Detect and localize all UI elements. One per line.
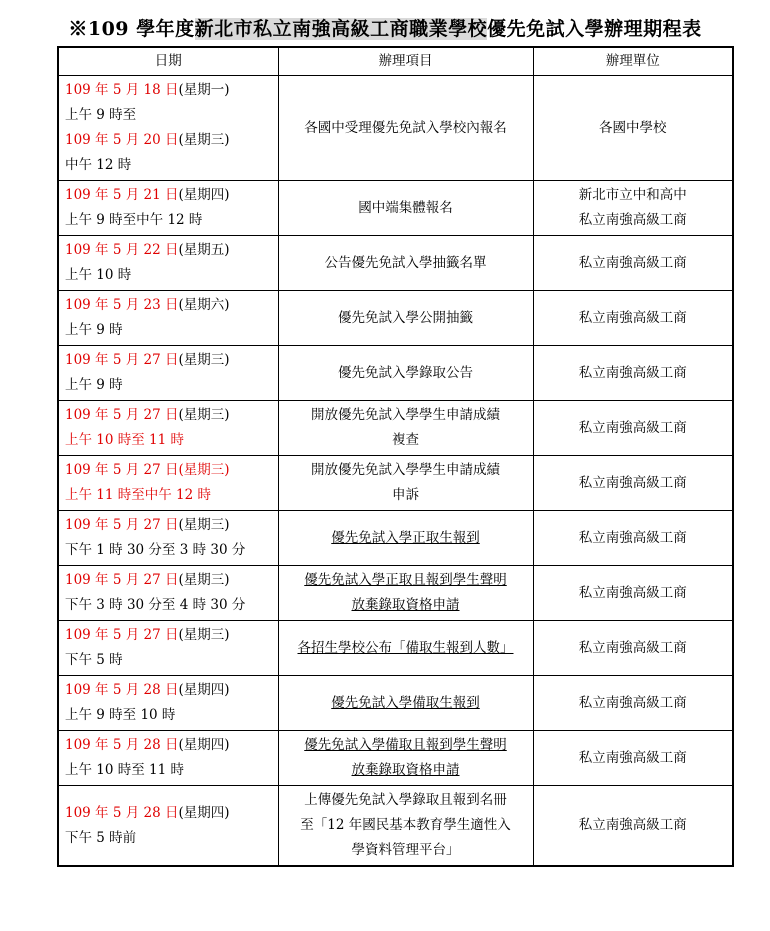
unit-cell	[533, 346, 733, 401]
item-text: 申訴	[392, 487, 419, 503]
date-line	[65, 238, 274, 263]
date-text: 109 年 5 月 28 日	[65, 737, 179, 753]
date-line	[65, 538, 274, 563]
title-prefix: ※109 學年度	[68, 18, 195, 40]
table-header-row	[58, 47, 733, 76]
date-text: 109 年 5 月 27 日	[65, 517, 179, 533]
date-line	[65, 153, 274, 178]
unit-text: 私立南強高級工商	[578, 817, 687, 833]
item-cell	[278, 566, 533, 621]
page-title	[0, 14, 770, 41]
item-cell	[278, 786, 533, 867]
date-text: 上午 10 時至 11 時	[65, 432, 185, 448]
date-cell	[58, 676, 278, 731]
item-cell	[278, 456, 533, 511]
weekday-text: (星期三)	[178, 407, 230, 423]
date-line	[65, 428, 274, 453]
date-cell	[58, 621, 278, 676]
item-text: 學資料管理平台」	[351, 842, 460, 858]
weekday-text: (星期三)	[178, 132, 230, 148]
item-text: 優先免試入學正取生報到	[331, 529, 480, 546]
item-text: 上傳優先免試入學錄取且報到名冊	[304, 792, 507, 808]
date-line	[65, 103, 274, 128]
unit-text: 私立南強高級工商	[578, 639, 687, 656]
item-text: 優先免試入學公開抽籤	[338, 309, 473, 326]
header-date: 日期	[58, 47, 278, 76]
date-text: 109 年 5 月 20 日	[65, 132, 179, 148]
table-row	[58, 346, 733, 401]
title-school-name: 新北市私立南強高級工商職業學校	[194, 18, 488, 40]
item-cell	[278, 731, 533, 786]
date-line	[65, 678, 274, 703]
unit-text: 私立南強高級工商	[578, 419, 687, 436]
date-line	[65, 183, 274, 208]
weekday-text: (星期三)	[178, 627, 230, 643]
date-cell	[58, 566, 278, 621]
date-text: 109 年 5 月 27 日	[65, 627, 179, 643]
date-line	[65, 703, 274, 728]
date-line	[65, 826, 274, 851]
date-text: 109 年 5 月 21 日	[65, 187, 179, 203]
weekday-text: (星期四)	[178, 804, 230, 821]
item-text: 至「12 年國民基本教育學生適性入	[300, 817, 511, 833]
unit-text: 私立南強高級工商	[578, 364, 687, 381]
date-cell	[58, 401, 278, 456]
item-cell	[278, 181, 533, 236]
date-line	[65, 128, 274, 153]
date-text: 上午 10 時至 11 時	[65, 762, 185, 778]
date-text: 109 年 5 月 27 日	[65, 572, 179, 588]
date-line	[65, 208, 274, 233]
date-text: 下午 1 時 30 分至 3 時 30 分	[65, 542, 246, 558]
item-cell	[278, 676, 533, 731]
date-text: 上午 9 時至	[65, 107, 137, 123]
item-cell	[278, 236, 533, 291]
unit-text: 私立南強高級工商	[578, 529, 687, 546]
item-text: 複查	[392, 432, 419, 448]
weekday-text: (星期一)	[178, 82, 230, 98]
date-line	[65, 373, 274, 398]
date-line	[65, 593, 274, 618]
date-cell	[58, 236, 278, 291]
date-line	[65, 648, 274, 673]
unit-cell	[533, 786, 733, 867]
date-text: 上午 9 時至 10 時	[65, 707, 176, 723]
table-row	[58, 236, 733, 291]
item-text: 放棄錄取資格申請	[351, 762, 460, 778]
unit-text: 私立南強高級工商	[578, 309, 687, 326]
weekday-text: (星期三)	[178, 517, 230, 533]
date-text: 109 年 5 月 27 日	[65, 352, 179, 368]
item-text: 各招生學校公布「備取生報到人數」	[297, 639, 514, 656]
date-text: 上午 10 時	[65, 267, 132, 283]
unit-cell	[533, 401, 733, 456]
date-line	[65, 458, 274, 483]
unit-cell	[533, 511, 733, 566]
item-text: 優先免試入學備取生報到	[331, 694, 480, 711]
date-cell	[58, 346, 278, 401]
item-cell	[278, 291, 533, 346]
date-line	[65, 513, 274, 538]
item-cell	[278, 621, 533, 676]
date-line	[65, 348, 274, 373]
unit-cell	[533, 621, 733, 676]
date-text: 上午 9 時	[65, 322, 123, 338]
table-row	[58, 291, 733, 346]
unit-cell	[533, 456, 733, 511]
unit-cell	[533, 76, 733, 181]
unit-text: 新北市立中和高中	[578, 187, 687, 203]
weekday-text: (星期四)	[178, 187, 230, 203]
unit-text: 私立南強高級工商	[578, 694, 687, 711]
item-text: 放棄錄取資格申請	[351, 597, 460, 613]
item-text: 國中端集體報名	[358, 199, 453, 216]
unit-text: 私立南強高級工商	[578, 254, 687, 271]
date-text: 109 年 5 月 18 日	[65, 82, 179, 98]
date-line	[65, 78, 274, 103]
item-cell	[278, 346, 533, 401]
date-cell	[58, 731, 278, 786]
table-row	[58, 511, 733, 566]
date-line	[65, 403, 274, 428]
date-line	[65, 318, 274, 343]
unit-text: 私立南強高級工商	[578, 474, 687, 491]
unit-cell	[533, 181, 733, 236]
item-text: 優先免試入學備取且報到學生聲明	[304, 737, 507, 753]
weekday-text: (星期四)	[178, 737, 230, 753]
unit-cell	[533, 676, 733, 731]
table-row	[58, 76, 733, 181]
unit-text: 私立南強高級工商	[578, 749, 687, 766]
item-text: 開放優先免試入學學生申請成績	[311, 407, 500, 423]
date-text: 下午 5 時	[65, 652, 123, 668]
date-text: 上午 9 時至中午 12 時	[65, 212, 203, 228]
date-cell	[58, 76, 278, 181]
unit-text: 私立南強高級工商	[578, 212, 687, 228]
weekday-text: (星期三)	[178, 352, 230, 368]
date-text: 中午 12 時	[65, 157, 132, 173]
date-cell	[58, 786, 278, 867]
table-row	[58, 566, 733, 621]
date-line	[65, 758, 274, 783]
title-suffix: 優先免試入學辦理期程表	[487, 18, 702, 40]
table-row	[58, 456, 733, 511]
item-text: 各國中受理優先免試入學校內報名	[304, 119, 507, 136]
date-text: 109 年 5 月 28 日	[65, 682, 179, 698]
date-line	[65, 623, 274, 648]
table-row	[58, 786, 733, 867]
date-text: 下午 3 時 30 分至 4 時 30 分	[65, 597, 246, 613]
weekday-text: (星期三)	[178, 572, 230, 588]
date-text: 109 年 5 月 27 日(星期三)	[65, 462, 230, 478]
date-line	[65, 293, 274, 318]
date-text: 109 年 5 月 28 日	[65, 804, 179, 821]
date-line	[65, 568, 274, 593]
table-row	[58, 621, 733, 676]
weekday-text: (星期六)	[178, 297, 230, 313]
item-cell	[278, 76, 533, 181]
unit-cell	[533, 566, 733, 621]
table-row	[58, 731, 733, 786]
date-line	[65, 733, 274, 758]
date-line	[65, 483, 274, 508]
item-text: 公告優先免試入學抽籤名單	[324, 254, 487, 271]
table-row	[58, 181, 733, 236]
date-text: 上午 11 時至中午 12 時	[65, 487, 212, 503]
header-unit: 辦理單位	[533, 47, 733, 76]
item-text: 優先免試入學錄取公告	[338, 364, 473, 381]
date-text: 109 年 5 月 22 日	[65, 242, 179, 258]
date-line	[65, 801, 274, 826]
date-text: 上午 9 時	[65, 377, 123, 393]
unit-text: 私立南強高級工商	[578, 584, 687, 601]
unit-text: 各國中學校	[599, 119, 667, 136]
header-item: 辦理項目	[278, 47, 533, 76]
date-line	[65, 263, 274, 288]
date-cell	[58, 511, 278, 566]
item-text: 開放優先免試入學學生申請成績	[311, 462, 500, 478]
date-cell	[58, 456, 278, 511]
unit-cell	[533, 291, 733, 346]
date-cell	[58, 291, 278, 346]
table-row	[58, 401, 733, 456]
date-cell	[58, 181, 278, 236]
item-cell	[278, 511, 533, 566]
date-text: 下午 5 時前	[65, 829, 137, 846]
unit-cell	[533, 731, 733, 786]
item-cell	[278, 401, 533, 456]
date-text: 109 年 5 月 23 日	[65, 297, 179, 313]
item-text: 優先免試入學正取且報到學生聲明	[304, 572, 507, 588]
schedule-table	[57, 46, 734, 867]
date-text: 109 年 5 月 27 日	[65, 407, 179, 423]
table-row	[58, 676, 733, 731]
unit-cell	[533, 236, 733, 291]
weekday-text: (星期四)	[178, 682, 230, 698]
weekday-text: (星期五)	[178, 242, 230, 258]
